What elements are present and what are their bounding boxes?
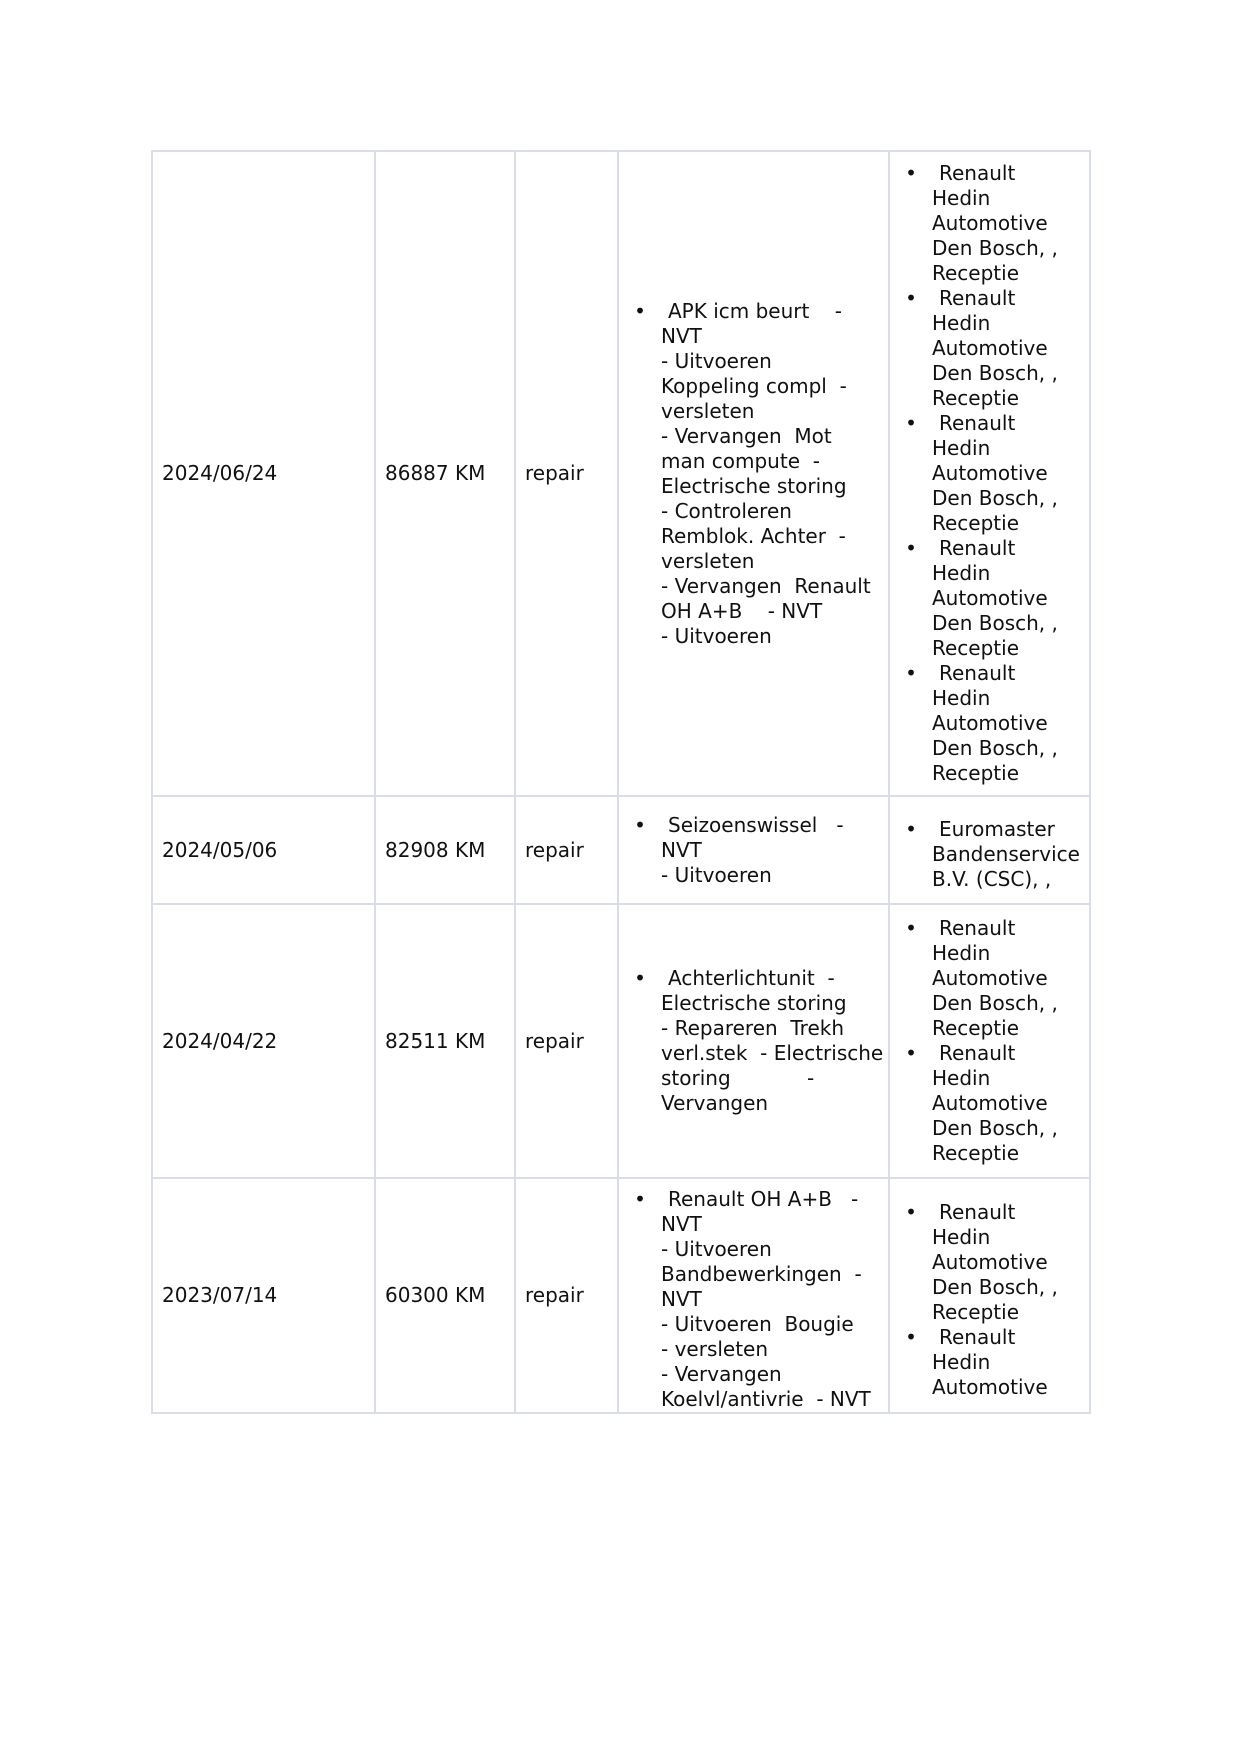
table-row xyxy=(152,904,1090,1178)
description-first-line: Achterlichtunit - xyxy=(668,966,835,990)
description-first-line: Seizoenswissel - xyxy=(668,812,844,837)
mileage-cell: 86887 KM xyxy=(375,151,515,796)
description-list xyxy=(628,966,884,1116)
list-item xyxy=(628,966,884,1116)
description-line: - Uitvoeren xyxy=(661,623,772,648)
location-line: Receptie xyxy=(932,1016,1020,1040)
location-cell xyxy=(889,796,1090,904)
location-line: Den Bosch, , xyxy=(932,991,1058,1015)
location-line: Den Bosch, , xyxy=(932,236,1058,260)
bullet-icon: • xyxy=(905,286,917,310)
bullet-icon: • xyxy=(905,536,917,560)
location-line: Automotive xyxy=(932,586,1048,610)
list-item xyxy=(899,536,1080,661)
description-line: NVT xyxy=(661,837,702,862)
location-first-line: Renault xyxy=(939,1324,1016,1349)
location-cell xyxy=(889,151,1090,796)
location-line: Den Bosch, , xyxy=(932,736,1058,760)
description-line: Vervangen xyxy=(661,1091,769,1115)
description-line: - Vervangen xyxy=(661,1362,782,1386)
location-list xyxy=(899,161,1080,786)
bullet-icon: • xyxy=(634,298,646,323)
description-cell xyxy=(618,151,889,796)
location-first-line: Renault xyxy=(939,661,1016,685)
description-line: OH A+B - NVT xyxy=(661,598,823,623)
location-line: Receptie xyxy=(932,761,1020,785)
description-line: versleten xyxy=(661,548,755,573)
bullet-icon: • xyxy=(634,812,646,837)
description-line: Remblok. Achter - xyxy=(661,523,846,548)
maintenance-history-table xyxy=(151,150,1091,1414)
list-item xyxy=(899,1325,1080,1400)
description-cell xyxy=(618,1178,889,1413)
location-line: Bandenservice xyxy=(932,841,1080,866)
location-list xyxy=(899,817,1080,892)
date-cell: 2024/06/24 xyxy=(152,151,375,796)
location-line: Automotive xyxy=(932,461,1048,485)
location-first-line: Renault xyxy=(939,411,1016,435)
location-line: Den Bosch, , xyxy=(932,361,1058,385)
bullet-icon: • xyxy=(905,1324,917,1349)
description-line: - Uitvoeren xyxy=(661,1237,772,1261)
bullet-icon: • xyxy=(905,661,917,685)
location-line: Automotive xyxy=(932,966,1048,990)
description-line: Koelvl/antivrie - NVT xyxy=(661,1387,871,1411)
location-first-line: Renault xyxy=(939,1199,1016,1224)
list-item xyxy=(628,299,879,649)
list-item xyxy=(899,411,1080,536)
location-list xyxy=(899,916,1080,1166)
list-item xyxy=(899,286,1080,411)
list-item xyxy=(899,817,1080,892)
bullet-icon: • xyxy=(905,161,917,185)
bullet-icon: • xyxy=(634,966,646,990)
location-line: Hedin xyxy=(932,686,991,710)
location-line: Den Bosch, , xyxy=(932,1274,1058,1299)
location-line: Den Bosch, , xyxy=(932,611,1058,635)
description-line: versleten xyxy=(661,398,755,423)
location-line: Receptie xyxy=(932,1141,1020,1165)
description-line: NVT xyxy=(661,1287,702,1311)
description-line: Electrische storing xyxy=(661,991,847,1015)
description-line: Bandbewerkingen - xyxy=(661,1262,862,1286)
description-line: - Controleren xyxy=(661,498,792,523)
location-line: Receptie xyxy=(932,636,1020,660)
location-line: Receptie xyxy=(932,261,1020,285)
type-cell: repair xyxy=(515,1178,618,1413)
location-line: Hedin xyxy=(932,186,991,210)
mileage-cell: 82908 KM xyxy=(375,796,515,904)
list-item xyxy=(899,661,1080,786)
location-line: Hedin xyxy=(932,941,991,965)
location-line: Hedin xyxy=(932,1349,991,1374)
location-first-line: Renault xyxy=(939,161,1016,185)
description-line: NVT xyxy=(661,1212,702,1236)
description-line: - Vervangen Mot xyxy=(661,423,832,448)
type-cell: repair xyxy=(515,796,618,904)
bullet-icon: • xyxy=(905,816,917,841)
location-line: Hedin xyxy=(932,1224,991,1249)
type-cell: repair xyxy=(515,151,618,796)
bullet-icon: • xyxy=(905,1041,917,1065)
description-line: NVT xyxy=(661,323,702,348)
type-cell: repair xyxy=(515,904,618,1178)
location-first-line: Renault xyxy=(939,916,1016,940)
description-line: - versleten xyxy=(661,1337,769,1361)
location-line: Den Bosch, , xyxy=(932,1116,1058,1140)
description-cell xyxy=(618,796,889,904)
description-line: - Repareren Trekh xyxy=(661,1016,845,1040)
location-line: Hedin xyxy=(932,1066,991,1090)
location-line: Automotive xyxy=(932,1249,1048,1274)
location-first-line: Euromaster xyxy=(939,816,1055,841)
description-line: storing - xyxy=(661,1066,815,1090)
bullet-icon: • xyxy=(905,1199,917,1224)
description-line: man compute - xyxy=(661,448,820,473)
date-cell: 2023/07/14 xyxy=(152,1178,375,1413)
location-line: Den Bosch, , xyxy=(932,486,1058,510)
list-item xyxy=(628,813,879,888)
mileage-cell: 82511 KM xyxy=(375,904,515,1178)
description-cell xyxy=(618,904,889,1178)
table-row xyxy=(152,1178,1090,1413)
bullet-icon: • xyxy=(634,1187,646,1211)
description-list xyxy=(628,299,879,649)
location-line: Hedin xyxy=(932,436,991,460)
location-line: Automotive xyxy=(932,336,1048,360)
table-row xyxy=(152,796,1090,904)
list-item xyxy=(899,1200,1080,1325)
location-cell xyxy=(889,904,1090,1178)
location-first-line: Renault xyxy=(939,536,1016,560)
location-line: Automotive xyxy=(932,711,1048,735)
location-line: Hedin xyxy=(932,561,991,585)
description-first-line: APK icm beurt - xyxy=(668,298,842,323)
description-line: Electrische storing xyxy=(661,473,847,498)
location-line: Receptie xyxy=(932,511,1020,535)
list-item xyxy=(899,1041,1080,1166)
description-list xyxy=(628,1187,879,1412)
description-list xyxy=(628,813,879,888)
description-line: verl.stek - Electrische xyxy=(661,1041,884,1065)
location-line: Automotive xyxy=(932,1091,1048,1115)
description-first-line: Renault OH A+B - xyxy=(668,1187,859,1211)
location-first-line: Renault xyxy=(939,1041,1016,1065)
bullet-icon: • xyxy=(905,411,917,435)
list-item xyxy=(628,1187,879,1412)
description-line: - Vervangen Renault xyxy=(661,573,871,598)
location-line: Automotive xyxy=(932,211,1048,235)
location-line: Hedin xyxy=(932,311,991,335)
table-row xyxy=(152,151,1090,796)
mileage-cell: 60300 KM xyxy=(375,1178,515,1413)
location-line: Receptie xyxy=(932,386,1020,410)
location-line: Automotive xyxy=(932,1374,1048,1399)
description-line: Koppeling compl - xyxy=(661,373,847,398)
description-line: - Uitvoeren Bougie xyxy=(661,1312,854,1336)
location-line: B.V. (CSC), , xyxy=(932,866,1052,891)
list-item xyxy=(899,916,1080,1041)
location-cell xyxy=(889,1178,1090,1413)
location-line: Receptie xyxy=(932,1299,1020,1324)
date-cell: 2024/04/22 xyxy=(152,904,375,1178)
location-first-line: Renault xyxy=(939,286,1016,310)
date-cell: 2024/05/06 xyxy=(152,796,375,904)
list-item xyxy=(899,161,1080,286)
bullet-icon: • xyxy=(905,916,917,940)
description-line: - Uitvoeren xyxy=(661,348,772,373)
location-list xyxy=(899,1200,1080,1400)
description-line: - Uitvoeren xyxy=(661,862,772,887)
